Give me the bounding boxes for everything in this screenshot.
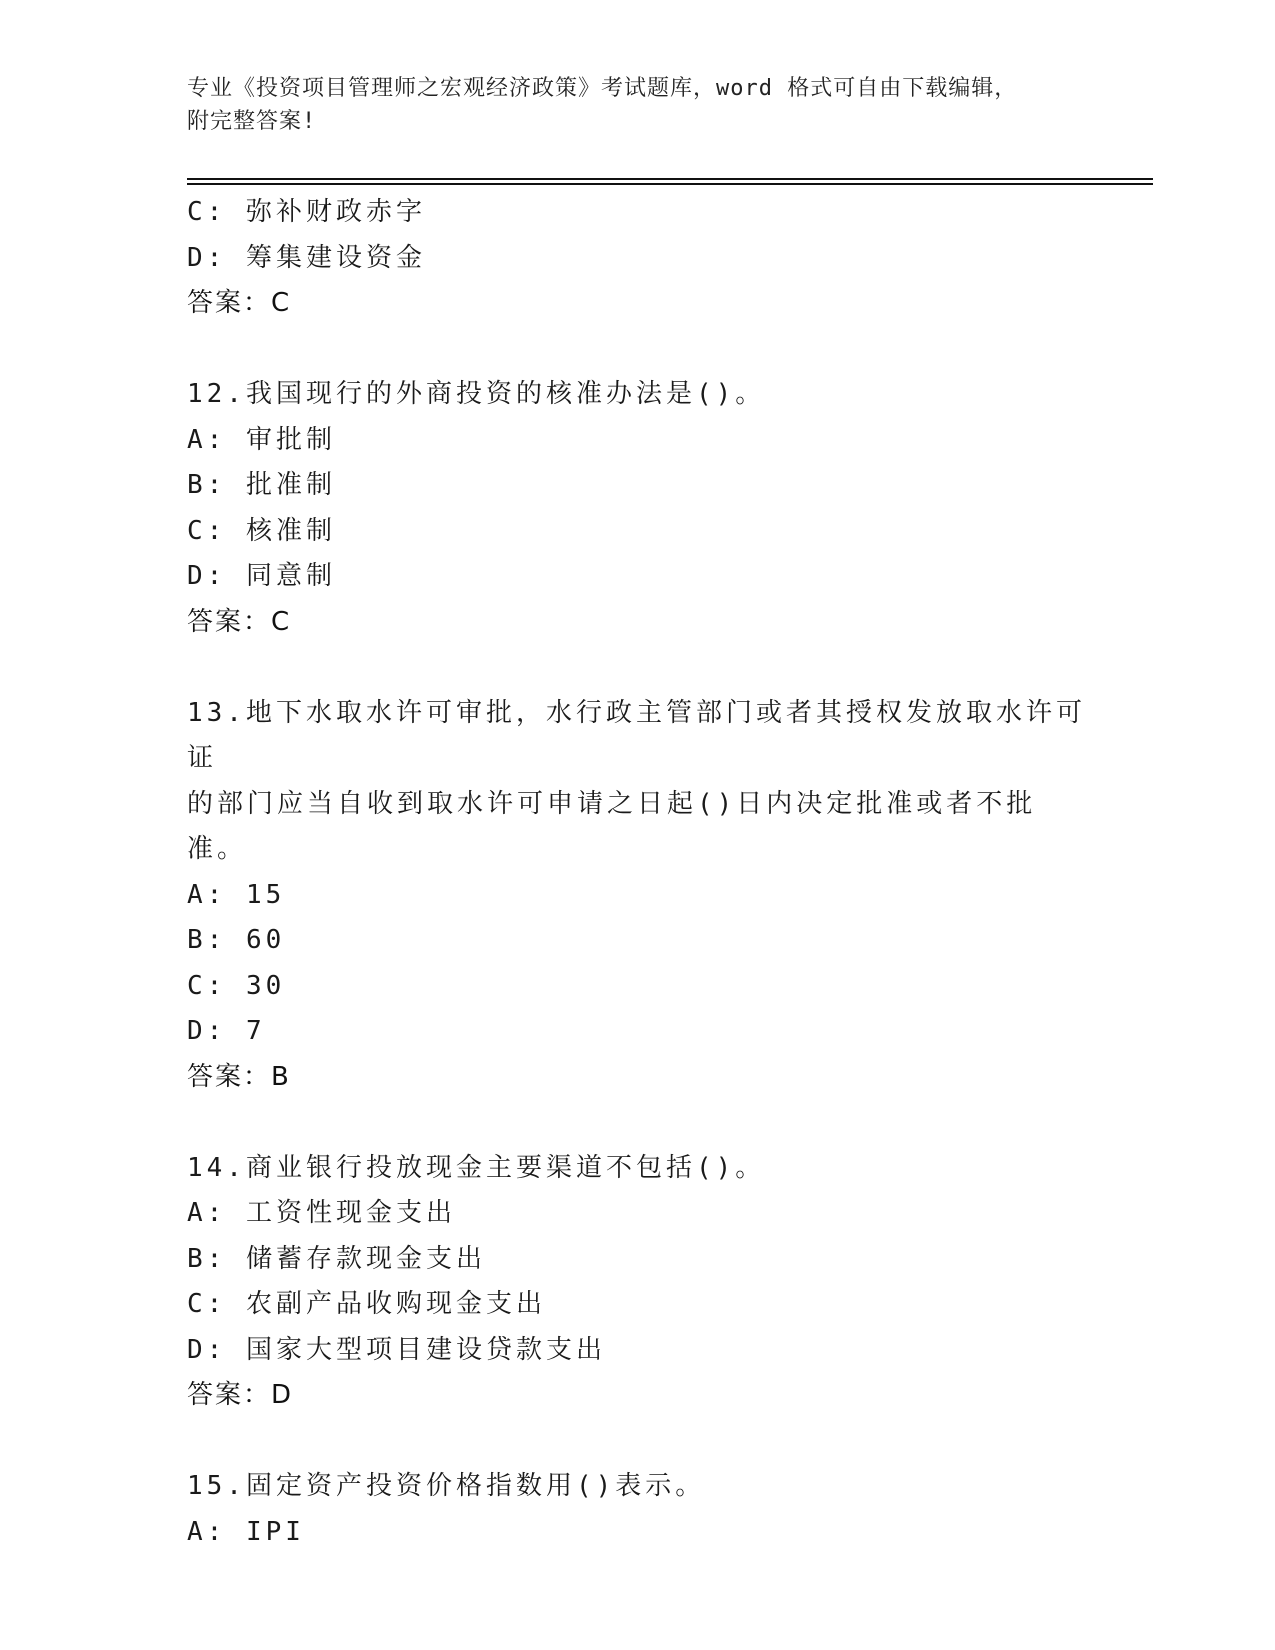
option-b bbox=[187, 1237, 1087, 1283]
option-text: 核准制 bbox=[245, 515, 336, 546]
question-12 bbox=[187, 372, 1087, 645]
option-a bbox=[187, 1191, 1087, 1237]
option-c bbox=[187, 509, 1087, 555]
option-a bbox=[187, 1510, 1087, 1556]
option-text: 储蓄存款现金支出 bbox=[245, 1243, 486, 1274]
option-a bbox=[187, 418, 1087, 464]
document-header bbox=[187, 72, 1087, 138]
spacer bbox=[187, 1100, 1087, 1146]
spacer bbox=[187, 645, 1087, 691]
option-text: 国家大型项目建设贷款支出 bbox=[245, 1334, 606, 1365]
option-d bbox=[187, 236, 1087, 282]
question-15 bbox=[187, 1464, 1087, 1555]
answer-line: 答案：C bbox=[187, 606, 292, 637]
option-label: C: bbox=[187, 1289, 227, 1319]
option-label: D: bbox=[187, 561, 227, 591]
question-stem: 14.商业银行投放现金主要渠道不包括()。 bbox=[187, 1152, 766, 1183]
option-text: 15 bbox=[245, 879, 286, 910]
option-c bbox=[187, 1282, 1087, 1328]
option-b bbox=[187, 463, 1087, 509]
option-c bbox=[187, 190, 1087, 236]
question-stem: 15.固定资产投资价格指数用()表示。 bbox=[187, 1471, 706, 1501]
option-label: B: bbox=[187, 1243, 227, 1274]
option-text: 7 bbox=[245, 1016, 266, 1046]
option-label: A: bbox=[187, 1516, 227, 1547]
header-title-line-2: 附完整答案! bbox=[187, 109, 317, 134]
option-label: A: bbox=[187, 879, 227, 910]
option-d bbox=[187, 1009, 1087, 1055]
question-14 bbox=[187, 1146, 1087, 1419]
answer-line: 答案：D bbox=[187, 1380, 294, 1410]
option-text: 60 bbox=[245, 925, 286, 955]
option-text: 弥补财政赤字 bbox=[245, 197, 426, 227]
option-text: 同意制 bbox=[245, 561, 336, 591]
question-stem: 12.我国现行的外商投资的核准办法是()。 bbox=[187, 379, 766, 409]
option-label: C: bbox=[187, 197, 227, 227]
option-b bbox=[187, 918, 1087, 964]
answer-line: 答案：B bbox=[187, 1061, 291, 1092]
spacer bbox=[187, 327, 1087, 373]
option-label: C: bbox=[187, 515, 227, 546]
option-text: 30 bbox=[245, 970, 286, 1001]
option-text: 农副产品收购现金支出 bbox=[245, 1289, 546, 1319]
option-text: 审批制 bbox=[245, 424, 336, 455]
answer-line: 答案：C bbox=[187, 288, 292, 318]
question-stem-line-1: 13.地下水取水许可审批，水行政主管部门或者其授权发放取水许可证 bbox=[187, 697, 1086, 773]
option-d bbox=[187, 554, 1087, 600]
option-a bbox=[187, 873, 1087, 919]
option-label: A: bbox=[187, 1198, 227, 1228]
option-label: D: bbox=[187, 1016, 227, 1046]
option-label: B: bbox=[187, 470, 227, 500]
option-label: C: bbox=[187, 970, 227, 1001]
option-label: D: bbox=[187, 1334, 227, 1365]
option-text: 批准制 bbox=[245, 470, 336, 500]
option-label: B: bbox=[187, 925, 227, 955]
option-d bbox=[187, 1328, 1087, 1374]
spacer bbox=[187, 1419, 1087, 1465]
header-title-line-1: 专业《投资项目管理师之宏观经济政策》考试题库，word 格式可自由下载编辑， bbox=[187, 76, 1018, 101]
option-text: IPI bbox=[245, 1516, 305, 1547]
question-stem-line-2: 的部门应当自收到取水许可申请之日起()日内决定批准或者不批准。 bbox=[187, 788, 1037, 864]
question-13 bbox=[187, 691, 1087, 1101]
header-divider-bottom bbox=[187, 183, 1153, 185]
option-label: D: bbox=[187, 242, 227, 273]
option-c bbox=[187, 964, 1087, 1010]
option-text: 工资性现金支出 bbox=[245, 1198, 456, 1228]
question-list bbox=[187, 190, 1087, 1555]
option-label: A: bbox=[187, 424, 227, 455]
header-divider-top bbox=[187, 178, 1153, 180]
option-text: 筹集建设资金 bbox=[245, 242, 426, 273]
question-11-continued bbox=[187, 190, 1087, 327]
